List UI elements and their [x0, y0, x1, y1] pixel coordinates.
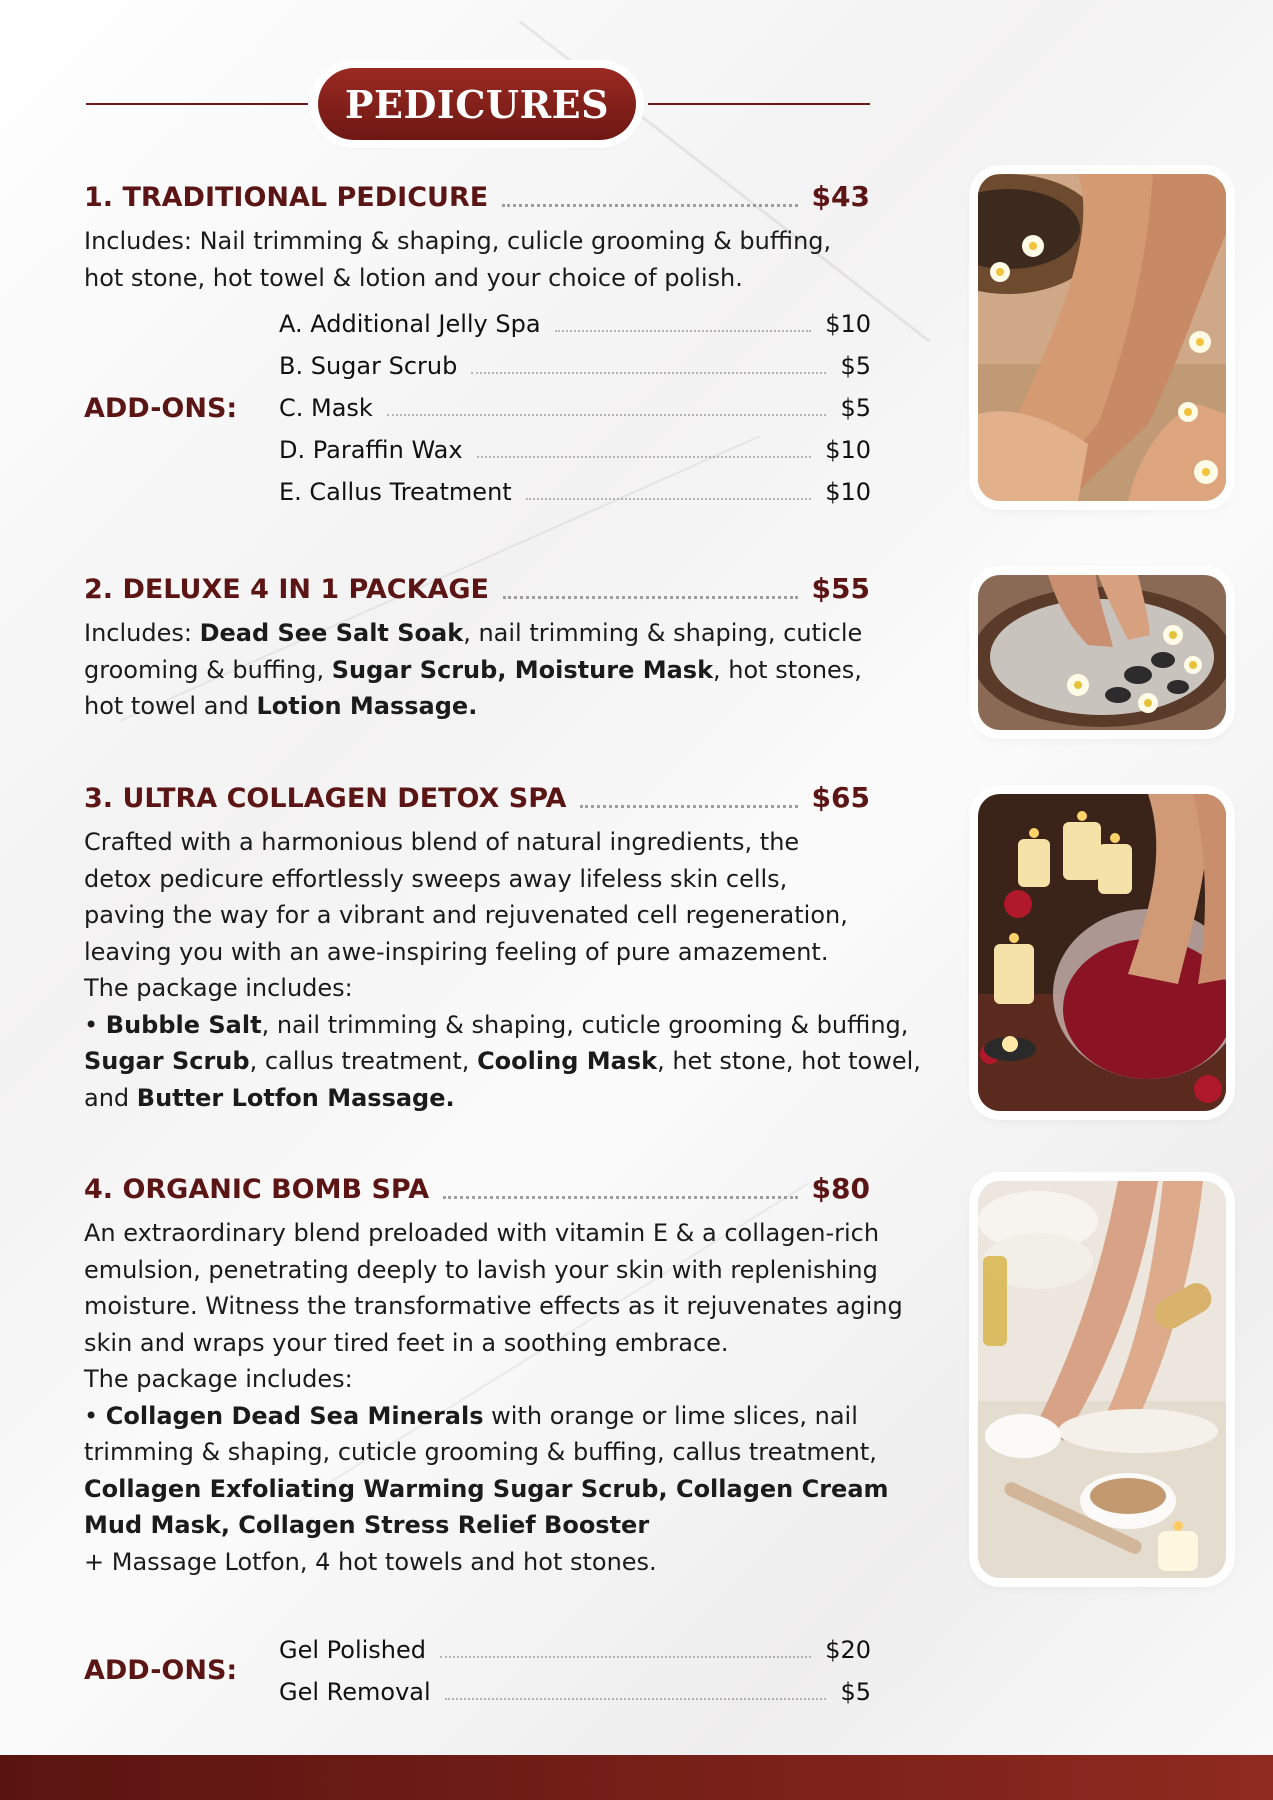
description-text: Includes:	[84, 619, 200, 647]
header-rule-left	[86, 103, 308, 105]
addon-price: $5	[840, 352, 871, 380]
description-line: Crafted with a harmonious blend of natural ingredients, the	[84, 828, 800, 856]
service-price: $65	[811, 781, 870, 814]
addon-item	[279, 310, 871, 338]
description-text: , het stone, hot towel, and	[84, 1047, 921, 1112]
leader-dots	[580, 805, 797, 808]
service-title: 2. DELUXE 4 IN 1 PACKAGE	[84, 574, 489, 605]
highlight-text: Dead See Salt Soak	[199, 619, 464, 647]
service-header	[84, 180, 870, 213]
description-text: , nail trimming & shaping, cuticle grooming & buffing,	[261, 1010, 909, 1039]
leader-dots	[555, 330, 812, 332]
leader-dots	[443, 1196, 797, 1199]
description-line: paving the way for a vibrant and rejuvenated cell regeneration,	[84, 901, 848, 929]
addon-item	[279, 394, 871, 422]
leader-dots	[526, 498, 812, 500]
service-title: 4. ORGANIC BOMB SPA	[84, 1174, 430, 1205]
service-title: 3. ULTRA COLLAGEN DETOX SPA	[84, 783, 567, 814]
description-line: The package includes:	[84, 1365, 353, 1393]
service-description	[84, 615, 884, 725]
bullet: •	[84, 1401, 106, 1430]
description-line: + Massage Lotfon, 4 hot towels and hot stones.	[84, 1547, 657, 1576]
highlight-text: Sugar Scrub	[84, 1047, 250, 1075]
leader-dots	[445, 1698, 827, 1700]
bullet: •	[84, 1010, 106, 1039]
service-price: $43	[811, 180, 870, 213]
addon-item	[279, 1678, 871, 1706]
description-line: hot stone, hot towel & lotion and your choice of polish.	[84, 263, 743, 292]
pedicure-photo	[978, 794, 1226, 1111]
addon-name: E. Callus Treatment	[279, 478, 512, 506]
addon-name: D. Paraffin Wax	[279, 436, 463, 464]
highlight-text: Sugar Scrub, Moisture Mask	[331, 655, 714, 684]
addon-name: Gel Removal	[279, 1678, 431, 1706]
description-line: emulsion, penetrating deeply to lavish your skin with replenishing	[84, 1255, 878, 1284]
highlight-text: Butter Lotfon Massage.	[136, 1083, 455, 1112]
leader-dots	[387, 414, 827, 416]
service-description	[84, 824, 934, 1116]
footer-bar	[0, 1755, 1273, 1800]
addon-name: Gel Polished	[279, 1636, 427, 1664]
leader-dots	[471, 372, 826, 374]
pedicure-photo	[978, 575, 1226, 730]
service-header	[84, 781, 870, 814]
addon-price: $5	[840, 1678, 871, 1706]
leader-dots	[503, 596, 798, 599]
service-header	[84, 1172, 870, 1205]
leader-dots	[477, 456, 812, 458]
service-price: $55	[811, 572, 870, 605]
addon-price: $10	[825, 310, 871, 338]
service-price: $80	[811, 1172, 870, 1205]
description-line: skin and wraps your tired feet in a soothing embrace.	[84, 1328, 729, 1357]
addon-item	[279, 436, 871, 464]
pedicure-photo	[978, 174, 1226, 501]
highlight-text: Bubble Salt	[105, 1010, 262, 1039]
highlight-text: Cooling Mask	[477, 1047, 658, 1075]
service-header	[84, 572, 870, 605]
addon-name: C. Mask	[279, 394, 373, 422]
addon-item	[279, 352, 871, 380]
description-text: , hot stones, hot towel and	[84, 655, 862, 720]
leader-dots	[440, 1656, 811, 1658]
page-title: PEDICURES	[318, 68, 636, 140]
addons-label: ADD-ONS:	[84, 393, 238, 424]
service-description	[84, 223, 884, 296]
addon-price: $10	[825, 436, 871, 464]
description-text: , nail trimming & shaping, cuticle grooming & buffing,	[84, 619, 863, 684]
highlight-text: Collagen Dead Sea Minerals	[105, 1401, 484, 1430]
description-line: leaving you with an awe-inspiring feeling of pure amazement.	[84, 937, 829, 966]
package-includes	[84, 1398, 934, 1544]
description-line: The package includes:	[84, 974, 353, 1002]
description-text: with orange or lime slices, nail trimming & shaping, cuticle grooming & buffing, callus treatment,	[84, 1401, 877, 1466]
description-line: moisture. Witness the transformative effects as it rejuvenates aging	[84, 1292, 903, 1320]
addons-label: ADD-ONS:	[84, 1655, 238, 1686]
description-text: , callus treatment,	[249, 1047, 478, 1075]
addon-name: A. Additional Jelly Spa	[279, 310, 541, 338]
addon-price: $10	[825, 478, 871, 506]
description-line: Includes: Nail trimming & shaping, culicle grooming & buffing,	[84, 227, 832, 255]
addon-item	[279, 1636, 871, 1664]
description-line: detox pedicure effortlessly sweeps away lifeless skin cells,	[84, 864, 788, 893]
leader-dots	[502, 204, 797, 207]
service-title: 1. TRADITIONAL PEDICURE	[84, 182, 489, 213]
addon-item	[279, 478, 871, 506]
addon-name: B. Sugar Scrub	[279, 352, 458, 380]
service-description	[84, 1215, 964, 1580]
description-line: An extraordinary blend preloaded with vitamin E & a collagen-rich	[84, 1219, 880, 1247]
package-includes	[84, 1007, 934, 1117]
highlight-text: Lotion Massage.	[256, 692, 478, 720]
addon-price: $5	[840, 394, 871, 422]
addon-price: $20	[825, 1636, 871, 1664]
pedicure-photo	[978, 1181, 1226, 1578]
header-rule-right	[648, 103, 870, 105]
highlight-text: Collagen Exfoliating Warming Sugar Scrub, Collagen Cream Mud Mask, Collagen Stress Relief Booster	[84, 1474, 889, 1539]
